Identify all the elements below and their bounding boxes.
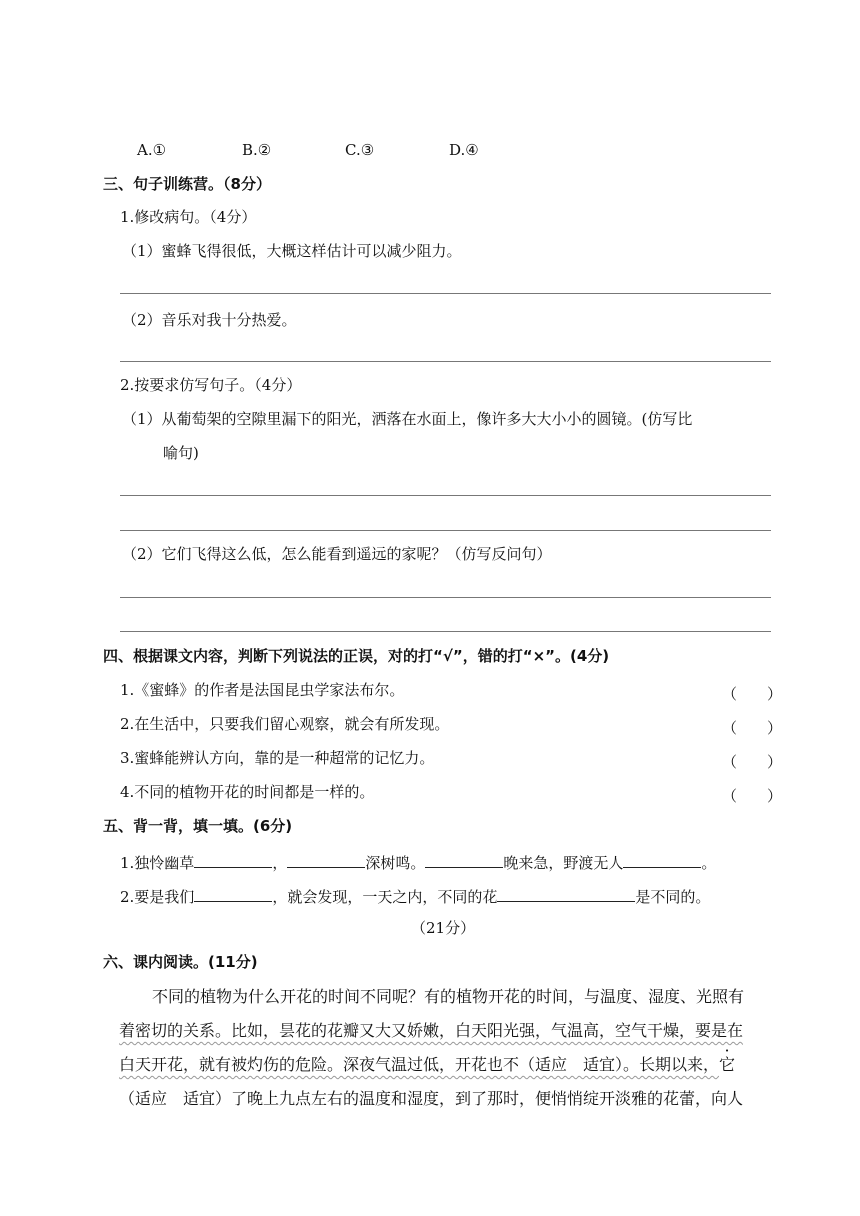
- passage-text: 白天开花，就有被灼伤的危险。深夜气温过低，开花也不（适应 适宜）。长期以来，: [119, 1055, 720, 1074]
- fill-blank[interactable]: [287, 853, 365, 868]
- fill-text: 。: [701, 854, 717, 872]
- section3-q2-1a: （1）从葡萄架的空隙里漏下的阳光，洒落在水面上，像许多大大小小的圆镜。(仿写比: [122, 410, 693, 428]
- fill-text: 晚来急，野渡无人: [503, 854, 624, 872]
- judge-item-4: 4.不同的植物开花的时间都是一样的。: [120, 783, 375, 801]
- judge-paren-4[interactable]: （ ）: [722, 787, 783, 805]
- option-a: A.①: [137, 141, 167, 159]
- section3-q2-2: （2）它们飞得这么低，怎么能看到遥远的家呢？（仿写反问句）: [122, 545, 552, 563]
- section3-q1: 1.修改病句。（4分）: [120, 208, 257, 226]
- passage-line-3: [119, 1057, 735, 1073]
- section6-title: 六、课内阅读。(11分): [103, 953, 258, 971]
- fill-text: 1.独怜幽草: [120, 854, 195, 872]
- option-b: B.②: [242, 141, 272, 159]
- fill-text: 深树鸣。: [365, 854, 426, 872]
- fill-blank[interactable]: [194, 853, 272, 868]
- section3-q2-1b: 喻句): [163, 444, 199, 462]
- answer-line[interactable]: [120, 597, 771, 598]
- section3-q1-1: （1）蜜蜂飞得很低，大概这样估计可以减少阻力。: [122, 242, 462, 260]
- passage-text: 了晚上九点左右的温度和湿度，到了那时，便悄悄绽开淡雅的花蕾，向人: [231, 1089, 744, 1108]
- answer-line[interactable]: [120, 631, 771, 632]
- section4-title: 四、根据课文内容，判断下列说法的正误，对的打“√”，错的打“×”。(4分): [103, 647, 610, 665]
- section-score: （21分）: [411, 919, 476, 937]
- judge-paren-2[interactable]: （ ）: [722, 719, 783, 737]
- option-d: D.④: [449, 141, 479, 159]
- fill-blank[interactable]: [194, 887, 272, 902]
- fill-line-1: [120, 853, 716, 871]
- fill-text: 2.要是我们: [120, 888, 195, 906]
- section3-q2: 2.按要求仿写句子。（4分）: [120, 376, 302, 394]
- answer-line[interactable]: [120, 361, 771, 362]
- fill-blank[interactable]: [425, 853, 503, 868]
- section3-title: 三、句子训练营。（8分）: [103, 175, 271, 193]
- judge-item-3: 3.蜜蜂能辨认方向，靠的是一种超常的记忆力。: [120, 749, 435, 767]
- fill-blank[interactable]: [623, 853, 701, 868]
- answer-line[interactable]: [120, 495, 771, 496]
- section5-title: 五、背一背，填一填。(6分): [103, 817, 293, 835]
- judge-paren-1[interactable]: （ ）: [722, 685, 783, 703]
- fill-text: ，: [272, 854, 288, 872]
- passage-line-1: 不同的植物为什么开花的时间不同呢？有的植物开花的时间，与温度、湿度、光照有: [152, 987, 745, 1006]
- fill-line-2: [120, 887, 710, 905]
- answer-line[interactable]: [120, 530, 771, 531]
- emphasis-char: 它: [719, 1055, 736, 1074]
- option-c: C.③: [345, 141, 375, 159]
- judge-item-2: 2.在生活中，只要我们留心观察，就会有所发现。: [120, 715, 450, 733]
- passage-line-4: [119, 1091, 743, 1107]
- judge-item-1: 1.《蜜蜂》的作者是法国昆虫学家法布尔。: [120, 681, 405, 699]
- passage-line-2: 着密切的关系。比如，昙花的花瓣又大又娇嫩，白天阳光强，气温高，空气干燥，要是在: [119, 1021, 744, 1040]
- judge-paren-3[interactable]: （ ）: [722, 753, 783, 771]
- answer-line[interactable]: [120, 293, 771, 294]
- fill-text: 是不同的。: [635, 888, 711, 906]
- fill-text: ，就会发现，一天之内，不同的花: [272, 888, 498, 906]
- fill-blank[interactable]: [497, 887, 635, 902]
- section3-q1-2: （2）音乐对我十分热爱。: [122, 311, 297, 329]
- passage-choice: （适应 适宜）: [119, 1089, 232, 1108]
